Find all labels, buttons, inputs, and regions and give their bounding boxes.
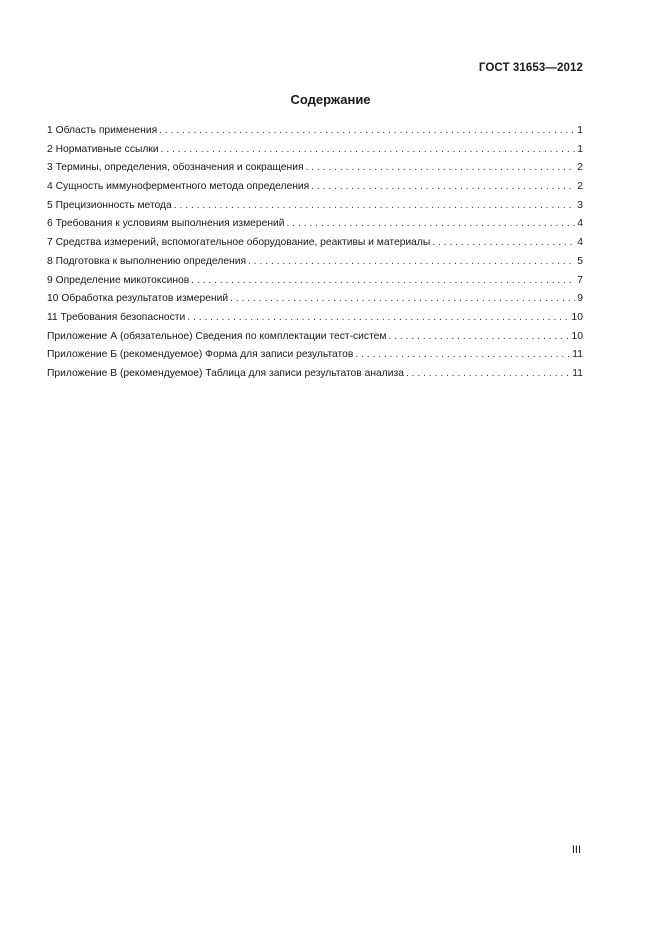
toc-entry: [47, 122, 583, 141]
toc-entry-label: 1 Область применения: [47, 125, 158, 136]
toc-entry: [47, 215, 583, 234]
toc-title: Содержание: [290, 92, 371, 107]
toc-leader-dots: [230, 290, 575, 309]
toc-entry-label: 2 Нормативные ссылки: [47, 143, 159, 155]
toc-entry-page: 2: [577, 181, 583, 193]
toc-entry-page: 5: [577, 255, 583, 267]
toc-entry: [47, 197, 583, 216]
toc-entry-page: 2: [577, 162, 583, 174]
toc-leader-dots: [388, 328, 569, 347]
toc-leader-dots: [432, 234, 575, 253]
toc-entry-label: 10 Обработка результатов измерений: [47, 293, 229, 305]
toc-entry: [47, 309, 583, 328]
toc-entry-label: 8 Подготовка к выполнению определения: [47, 255, 247, 267]
table-of-contents: [47, 122, 583, 384]
toc-entry-page: 4: [577, 218, 583, 230]
toc-entry-label: Приложение Б (рекомендуемое) Форма для записи результатов: [47, 349, 354, 361]
toc-leader-dots: [191, 272, 575, 291]
toc-entry-page: 7: [577, 274, 583, 286]
toc-entry: [47, 272, 583, 291]
toc-leader-dots: [406, 365, 570, 384]
toc-entry-label: 5 Прецизионность метода: [47, 199, 172, 211]
toc-leader-dots: [174, 197, 575, 216]
toc-entry: [47, 178, 583, 197]
toc-entry-page: 10: [571, 311, 583, 323]
toc-entry: [47, 365, 583, 384]
toc-entry-page: 11: [572, 367, 583, 379]
toc-leader-dots: [355, 346, 570, 365]
toc-entry-label: 9 Определение микотоксинов: [47, 274, 190, 286]
toc-entry-page: 4: [577, 237, 583, 249]
page-number: III: [571, 844, 581, 856]
toc-leader-dots: [187, 309, 569, 328]
toc-leader-dots: [306, 159, 576, 178]
toc-entry-page: 1: [577, 125, 583, 136]
toc-entry-page: 10: [571, 330, 583, 342]
document-code: ГОСТ 31653—2012: [478, 62, 583, 74]
toc-leader-dots: [248, 253, 575, 272]
toc-entry-label: 11 Требования безопасности: [47, 311, 186, 323]
toc-entry-label: 4 Сущность иммуноферментного метода определения: [47, 181, 310, 193]
toc-leader-dots: [311, 178, 575, 197]
toc-leader-dots: [287, 215, 576, 234]
toc-entry: [47, 234, 583, 253]
toc-entry-page: 11: [572, 349, 583, 361]
toc-entry-page: 3: [577, 199, 583, 211]
toc-entry-label: 3 Термины, определения, обозначения и сокращения: [47, 162, 304, 174]
toc-leader-dots: [161, 141, 576, 160]
toc-entry: [47, 253, 583, 272]
toc-leader-dots: [159, 122, 575, 141]
toc-entry: [47, 290, 583, 309]
toc-entry-label: Приложение В (рекомендуемое) Таблица для записи результатов анализа: [47, 367, 404, 379]
toc-entry-label: 6 Требования к условиям выполнения измерений: [47, 218, 285, 230]
toc-entry: [47, 141, 583, 160]
toc-entry: [47, 346, 583, 365]
toc-entry-label: 7 Средства измерений, вспомогательное оборудование, реактивы и материалы: [47, 237, 431, 249]
toc-entry-page: 1: [577, 143, 583, 155]
toc-entry: [47, 328, 583, 347]
toc-entry-page: 9: [577, 293, 583, 305]
toc-entry: [47, 159, 583, 178]
toc-entry-label: Приложение А (обязательное) Сведения по комплектации тест-систем: [47, 330, 387, 342]
